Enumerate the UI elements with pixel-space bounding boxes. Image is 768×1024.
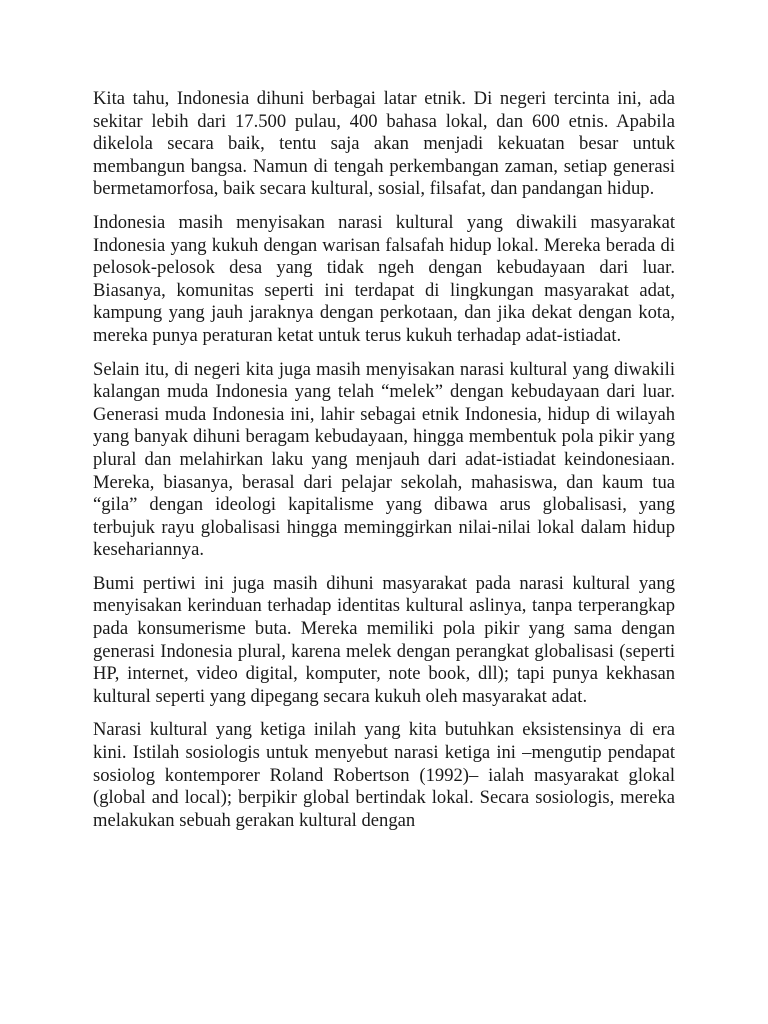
- paragraph-3: Selain itu, di negeri kita juga masih menyisakan narasi kultural yang diwakili kalangan muda Indonesia yang telah “melek” dengan kebudayaan dari luar. Generasi muda Indonesia ini, lahir sebagai etnik Indonesia, hidup di wilayah yang banyak dihuni beragam kebudayaan, hingga membentuk pola pikir yang plural dan melahirkan laku yang menjauh dari adat-istiadat keindonesiaan. Mereka, biasanya, berasal dari pelajar sekolah, mahasiswa, dan kaum tua “gila” dengan ideologi kapitalisme yang dibawa arus globalisasi, yang terbujuk rayu globalisasi hingga meminggirkan nilai-nilai lokal dalam hidup kesehariannya.: [93, 358, 675, 561]
- paragraph-2: Indonesia masih menyisakan narasi kultural yang diwakili masyarakat Indonesia yang kukuh dengan warisan falsafah hidup lokal. Mereka berada di pelosok-pelosok desa yang tidak ngeh dengan kebudayaan dari luar. Biasanya, komunitas seperti ini terdapat di lingkungan masyarakat adat, kampung yang jauh jaraknya dengan perkotaan, dan jika dekat dengan kota, mereka punya peraturan ketat untuk terus kukuh terhadap adat-istiadat.: [93, 211, 675, 346]
- document-page: [93, 88, 675, 843]
- paragraph-1: Kita tahu, Indonesia dihuni berbagai latar etnik. Di negeri tercinta ini, ada sekitar lebih dari 17.500 pulau, 400 bahasa lokal, dan 600 etnis. Apabila dikelola secara baik, tentu saja akan menjadi kekuatan besar untuk membangun bangsa. Namun di tengah perkembangan zaman, setiap generasi bermetamorfosa, baik secara kultural, sosial, filsafat, dan pandangan hidup.: [93, 88, 675, 200]
- paragraph-4: Bumi pertiwi ini juga masih dihuni masyarakat pada narasi kultural yang menyisakan kerinduan terhadap identitas kultural aslinya, tanpa terperangkap pada konsumerisme buta. Mereka memiliki pola pikir yang sama dengan generasi Indonesia plural, karena melek dengan perangkat globalisasi (seperti HP, internet, video digital, komputer, note book, dll); tapi punya kekhasan kultural seperti yang dipegang secara kukuh oleh masyarakat adat.: [93, 572, 675, 707]
- paragraph-5: Narasi kultural yang ketiga inilah yang kita butuhkan eksistensinya di era kini. Istilah sosiologis untuk menyebut narasi ketiga ini –mengutip pendapat sosiolog kontemporer Roland Robertson (1992)– ialah masyarakat glokal (global and local); berpikir global bertindak lokal. Secara sosiologis, mereka melakukan sebuah gerakan kultural dengan: [93, 719, 675, 831]
